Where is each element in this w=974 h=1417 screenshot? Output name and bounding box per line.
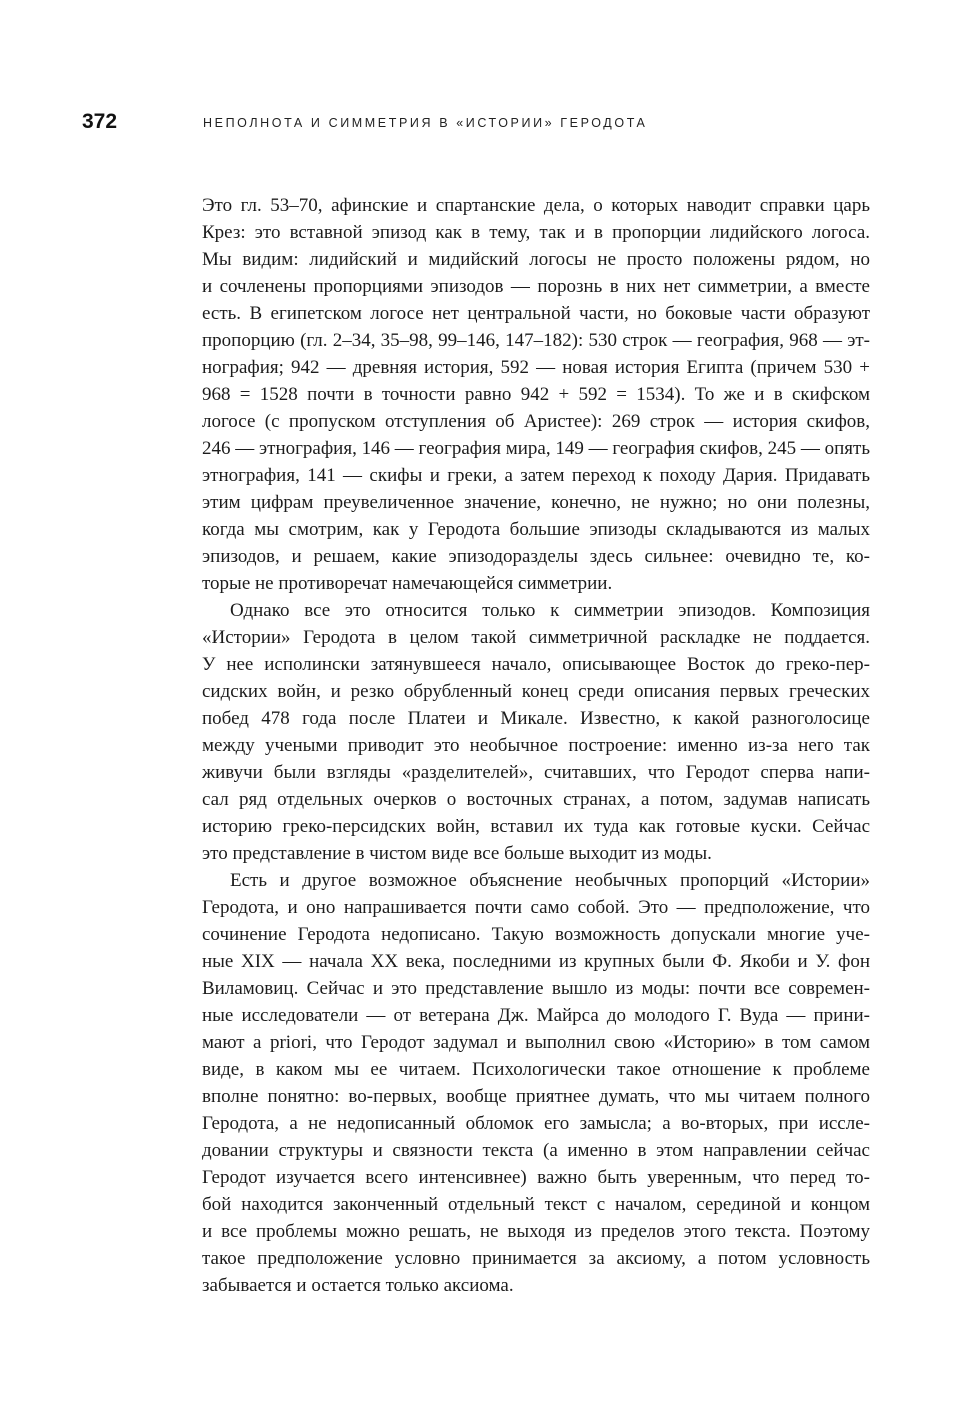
- text-line: есть. В египетском логосе нет центральной части, но боковые части образуют: [202, 303, 870, 324]
- text-line: историю греко-персидских войн, вставил их туда как готовые куски. Сейчас: [202, 816, 870, 837]
- text-line: между учеными приводит это необычное построение: именно из-за него так: [202, 735, 870, 756]
- text-line: Геродот изучается всего интенсивнее) важно быть уверенным, что перед то-: [202, 1167, 870, 1188]
- text-line: бой находится законченный отдельный текст с началом, серединой и концом: [202, 1194, 870, 1215]
- text-line: 968 = 1528 почти в точности равно 942 + 592 = 1534). То же и в скифском: [202, 384, 870, 405]
- text-line: эпизодов, и решаем, какие эпизодоразделы здесь сильнее: очевидно те, ко-: [202, 546, 870, 567]
- text-line: логосе (с пропуском отступления об Аристее): 269 строк — история скифов,: [202, 411, 870, 432]
- text-line: Есть и другое возможное объяснение необычных пропорций «Истории»: [230, 870, 870, 891]
- text-line: вполне понятно: во-первых, вообще приятнее думать, что мы читаем полного: [202, 1086, 870, 1107]
- text-line: торые не противоречат намечающейся симметрии.: [202, 573, 613, 594]
- text-line: Виламовиц. Сейчас и это представление вышло из моды: почти все современ-: [202, 978, 870, 999]
- paragraph: [202, 867, 870, 1299]
- text-line: сидских войн, и резко обрубленный конец среди описания первых греческих: [202, 681, 870, 702]
- text-line: Это гл. 53–70, афинские и спартанские дела, о которых наводит справки царь: [202, 195, 870, 216]
- text-line: этим цифрам преувеличенное значение, конечно, не нужно; но они полезны,: [202, 492, 870, 513]
- text-line: Мы видим: лидийский и мидийский логосы не просто положены рядом, но: [202, 249, 870, 270]
- text-line: сал ряд отдельных очерков о восточных странах, а потом, задумав написать: [202, 789, 870, 810]
- text-line: Однако все это относится только к симметрии эпизодов. Композиция: [230, 600, 870, 621]
- text-line: живучи были взгляды «разделителей», считавших, что Геродот сперва напи-: [202, 762, 870, 783]
- text-line: Геродота, а не недописанный обломок его замысла; а во-вторых, при иссле-: [202, 1113, 870, 1134]
- text-line: «Истории» Геродота в целом такой симметричной раскладке не поддается.: [202, 627, 870, 648]
- paragraph: [202, 192, 870, 597]
- text-line: У нее исполински затянувшееся начало, описывающее Восток до греко-пер-: [202, 654, 870, 675]
- text-line: сочинение Геродота недописано. Такую возможность допускали многие уче-: [202, 924, 870, 945]
- text-line: Крез: это вставной эпизод как в тему, так и в пропорции лидийского логоса.: [202, 222, 870, 243]
- text-line: побед 478 года после Платеи и Микале. Известно, к какой разноголосице: [202, 708, 870, 729]
- text-line: это представление в чистом виде все больше выходит из моды.: [202, 843, 712, 864]
- text-line: ные XIX — начала XX века, последними из крупных были Ф. Якоби и У. фон: [202, 951, 870, 972]
- text-line: мают a priori, что Геродот задумал и выполнил свою «Историю» в том самом: [202, 1032, 870, 1053]
- text-line: 246 — этнография, 146 — география мира, 149 — география скифов, 245 — опять: [202, 438, 870, 459]
- text-line: довании структуры и связности текста (а именно в этом направлении сейчас: [202, 1140, 870, 1161]
- text-line: такое предположение условно принимается за аксиому, а потом условность: [202, 1248, 870, 1269]
- page-number: 372: [82, 110, 118, 133]
- text-line: этнография, 141 — скифы и греки, а затем переход к походу Дария. Придавать: [202, 465, 870, 486]
- text-line: виде, в каком мы ее читаем. Психологически такое отношение к проблеме: [202, 1059, 870, 1080]
- text-line: когда мы смотрим, как у Геродота большие эпизоды складываются из малых: [202, 519, 870, 540]
- text-line: и сочленены пропорциями эпизодов — порознь в них нет симметрии, а вместе: [202, 276, 870, 297]
- paragraph: [202, 597, 870, 867]
- body-text: [202, 192, 870, 1299]
- text-line: пропорцию (гл. 2–34, 35–98, 99–146, 147–182): 530 строк — география, 968 — эт-: [202, 330, 870, 351]
- text-line: ные исследователи — от ветерана Дж. Майрса до молодого Г. Вуда — прини-: [202, 1005, 870, 1026]
- text-line: Геродота, и оно напрашивается почти само собой. Это — предположение, что: [202, 897, 870, 918]
- text-line: забывается и остается только аксиома.: [202, 1275, 514, 1296]
- running-head: НЕПОЛНОТА И СИММЕТРИЯ В «ИСТОРИИ» ГЕРОДОТА: [203, 116, 648, 130]
- text-line: нография; 942 — древняя история, 592 — новая история Египта (причем 530 +: [202, 357, 870, 378]
- text-line: и все проблемы можно решать, не выходя из пределов этого текста. Поэтому: [202, 1221, 870, 1242]
